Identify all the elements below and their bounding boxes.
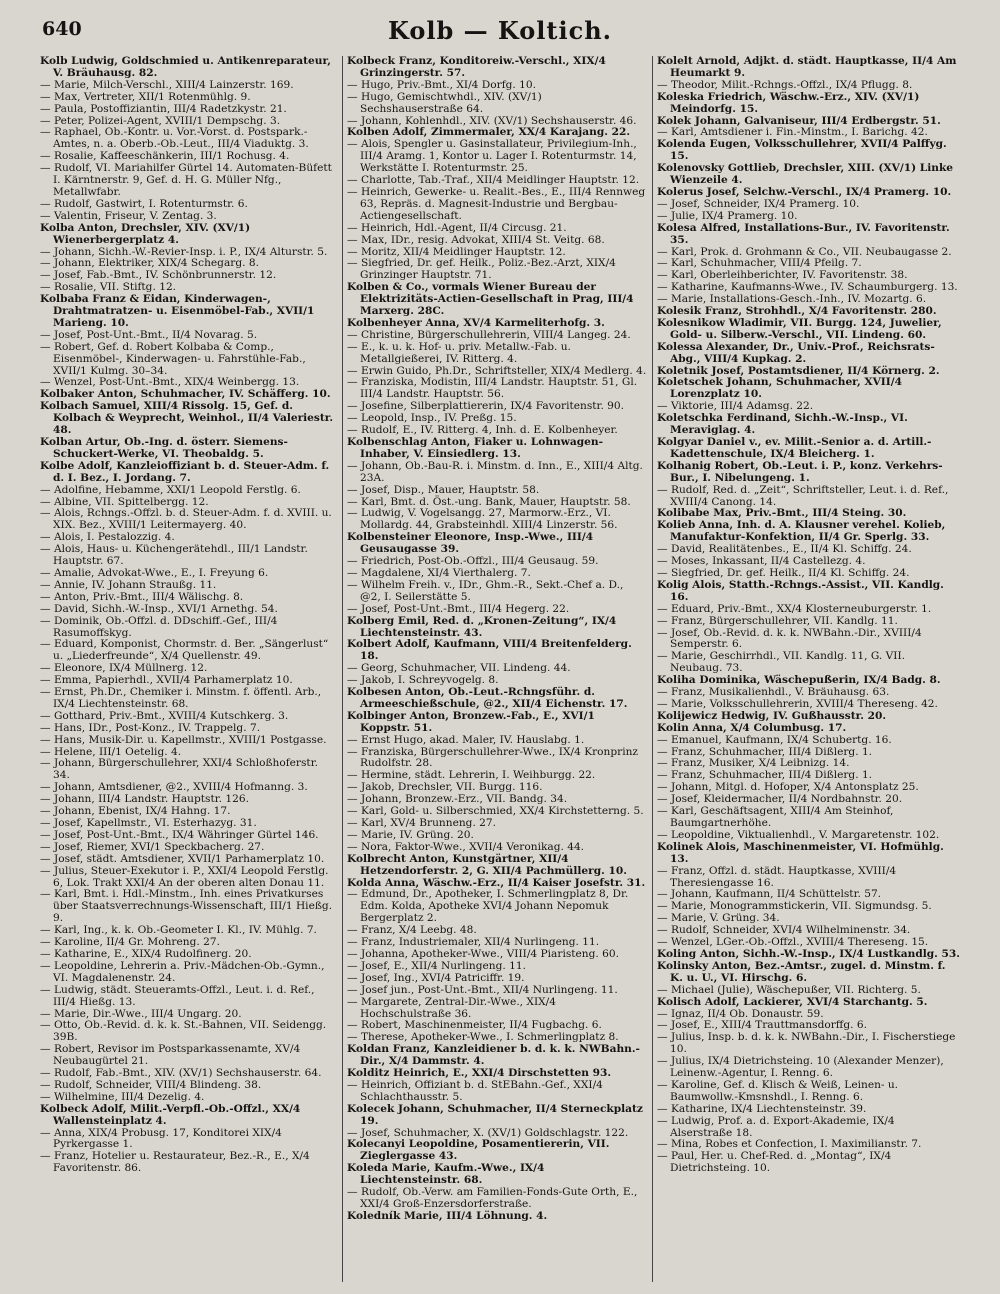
directory-entry: — Nora, Faktor-Wwe., XVII/4 Veronikag. 44. xyxy=(347,840,585,853)
directory-entry-surname: Kolisch Adolf, Lackierer, XVI/4 Starchantg. 5. xyxy=(657,995,928,1008)
directory-entry: — Josef, Post-Unt.-Bmt., III/4 Hegerg. 22. xyxy=(347,602,570,615)
directory-entry-surname: Kolhanig Robert, Ob.-Leut. i. P., konz. Verkehrs-Bur., I. Nibelungeng. 1. xyxy=(657,459,943,484)
directory-entry: — Ludwig, städt. Steueramts-Offzl., Leut. i. d. Ref., III/4 Hießg. 13. xyxy=(40,983,315,1008)
directory-entry: — Albine, VII. Spittelbergg. 12. xyxy=(40,495,209,508)
directory-entry: — Johann, Elektriker, XIX/4 Schegarg. 8. xyxy=(40,257,259,270)
directory-entry: — Alois, Rchngs.-Offzl. b. d. Steuer-Adm. f. d. XVIII. u. XIX. Bez., XVIII/1 Leitermayerg. 40. xyxy=(40,507,332,532)
directory-entry: — Magdalene, XI/4 Vierthalerg. 7. xyxy=(347,566,531,579)
directory-entry-surname: Kolbe Adolf, Kanzleioffiziant b. d. Steuer-Adm. f. d. I. Bez., I. Jordang. 7. xyxy=(40,459,330,484)
directory-entry: — Heinrich, Offiziant b. d. StEBahn.-Gef., XXI/4 Schlachthausstr. 5. xyxy=(347,1078,603,1103)
directory-entry: — Johann, Bronzew.-Erz., VII. Bandg. 34. xyxy=(347,793,568,806)
directory-entry: — Rudolf, E., IV. Ritterg. 4, Inh. d. E. Kolbenheyer. xyxy=(347,424,618,437)
directory-entry: — Max, Vertreter, XII/1 Rotenmühlg. 9. xyxy=(40,90,251,103)
directory-entry: — Helene, III/1 Oetelig. 4. xyxy=(40,745,182,758)
directory-entry: — Rudolf, Gastwirt, I. Rotenturmstr. 6. xyxy=(40,197,248,210)
directory-entry: — Friedrich, Post-Ob.-Offzl., III/4 Geusaug. 59. xyxy=(347,555,599,568)
directory-entry: — Margarete, Zentral-Dir.-Wwe., XIX/4 Hochschulstraße 36. xyxy=(347,995,556,1020)
directory-entry: — Leopoldine, Lehrerin a. Priv.-Mädchen-Ob.-Gymn., VI. Magdalenenstr. 24. xyxy=(40,959,325,984)
directory-entry: — Karl, Bmt. d. Öst.-ung. Bank, Mauer, Hauptstr. 58. xyxy=(347,495,631,508)
directory-entry: — Rudolf, Schneider, XVI/4 Wilhelminenstr. 34. xyxy=(657,924,911,937)
directory-entry: — Josef, E., XIII/4 Trauttmansdorffg. 6. xyxy=(657,1019,867,1032)
directory-entry: — Julius, Steuer-Exekutor i. P., XXI/4 Leopold Ferstlg. 6, Lok. Trakt XXI/4 An der oberen alten Donau 11. xyxy=(40,864,329,889)
directory-entry: — Siegfried, Dr. gef. Heilk., Poliz.-Bez.-Arzt, XIX/4 Grinzinger Hauptstr. 71. xyxy=(347,257,616,282)
directory-entry-surname: Kolijewicz Hedwig, IV. Gußhausstr. 20. xyxy=(657,709,887,722)
directory-entry-surname: Kolek Johann, Galvaniseur, III/4 Erdbergstr. 51. xyxy=(657,114,941,127)
directory-entry: — Amalie, Advokat-Wwe., E., I. Freyung 6. xyxy=(40,566,269,579)
directory-entry: — Franz, Musikalienhdl., V. Bräuhausg. 63. xyxy=(657,686,890,699)
directory-entry: — Robert, Gef. d. Robert Kolbaba & Comp., Eisenmöbel-, Kinderwagen- u. Fahrstühle-Fab., XVII/1 Kulmg. 30–34. xyxy=(40,340,306,377)
directory-entry-surname: Kolinek Alois, Maschinenmeister, VI. Hofmühlg. 13. xyxy=(657,840,944,865)
directory-entry-surname: Kolieb Anna, Inh. d. A. Klausner verehel. Kolieb, Manufaktur-Konfektion, II/4 Gr. Sperlg. 33. xyxy=(657,519,946,544)
directory-entry: — Karoline, Gef. d. Klisch & Weiß, Leinen- u. Baumwollw.-Kmsnshdl., I. Renng. 6. xyxy=(657,1078,899,1103)
directory-entry: — Johann, Ebenist, IX/4 Hahng. 17. xyxy=(40,805,231,818)
directory-entry: — Karl, XV/4 Brunneng. 27. xyxy=(347,817,497,829)
column-1 xyxy=(40,56,338,1282)
directory-entry-surname: Kolig Alois, Statth.-Rchngs.-Assist., VII. Kandlg. 16. xyxy=(657,578,944,603)
directory-entry-surname: Koletnik Josef, Postamtsdiener, II/4 Körnerg. 2. xyxy=(657,364,940,377)
directory-entry: — Katharine, Kaufmanns-Wwe., IV. Schaumburgerg. 13. xyxy=(657,281,958,294)
directory-entry: — Paul, Her. u. Chef-Red. d. „Montag“, IX/4 Dietrichsteing. 10. xyxy=(657,1150,892,1175)
directory-entry: — Johann, Bürgerschullehrer, XXI/4 Schloßhoferstr. 34. xyxy=(40,757,318,782)
directory-entry: — Wilhelm Freih. v., IDr., Ghm.-R., Sekt.-Chef a. D., @2, I. Seilerstätte 5. xyxy=(347,578,624,603)
directory-entry: — Viktorie, III/4 Adamsg. 22. xyxy=(657,400,814,413)
directory-entry: — Franz, X/4 Leebg. 48. xyxy=(347,924,477,937)
directory-entry-surname: Kolesnikow Wladimir, VII. Burgg. 124, Juwelier, Gold- u. Silberw.-Verschl., VII. Lindeng. 60. xyxy=(657,316,942,341)
running-headline: Kolb — Koltich. xyxy=(387,16,613,45)
directory-entry: — Robert, Maschinenmeister, II/4 Fugbachg. 6. xyxy=(347,1019,602,1032)
directory-entry: — Johann, Ob.-Bau-R. i. Minstm. d. Inn., E., XIII/4 Altg. 23A. xyxy=(347,459,643,484)
directory-entry: — Hermine, städt. Lehrerin, I. Weihburgg. 22. xyxy=(347,769,596,782)
directory-entry-surname: Kolecek Johann, Schuhmacher, II/4 Sterneckplatz 19. xyxy=(347,1102,643,1127)
directory-entry: — Franz, Industriemaler, XII/4 Nurlingeng. 11. xyxy=(347,936,600,949)
directory-entry: — Ernst Hugo, akad. Maler, IV. Hauslabg. 1. xyxy=(347,733,585,746)
directory-entry: — Katharine, E., XIX/4 Rudolfinerg. 20. xyxy=(40,947,252,960)
directory-entry: — E., k. u. k. Hof- u. priv. Metallw.-Fab. u. Metallgießerei, IV. Ritterg. 4. xyxy=(347,340,571,365)
directory-entry: — Julius, IX/4 Dietrichsteing. 10 (Alexander Menzer), Leinenw.-Agentur, I. Renng. 6. xyxy=(657,1055,944,1080)
directory-entry: — Peter, Polizei-Agent, XVIII/1 Dempschg. 3. xyxy=(40,114,281,127)
directory-entry: — Wenzel, LGer.-Ob.-Offzl., XVIII/4 Thereseng. 15. xyxy=(657,936,929,949)
directory-entry: — David, Realitätenbes., E., II/4 Kl. Schiffg. 24. xyxy=(657,543,912,556)
directory-entry: — Hans, Musik-Dir. u. Kapellmstr., XVIII/1 Postgasse. xyxy=(40,733,327,746)
directory-entry: — Karl, Gold- u. Silberschmied, XX/4 Kirchstetterng. 5. xyxy=(347,805,644,818)
directory-entry: — Rudolf, Schneider, VIII/4 Blindeng. 38. xyxy=(40,1078,262,1091)
directory-entry: — Franz, Offzl. d. städt. Hauptkasse, XVIII/4 Theresiengasse 16. xyxy=(657,864,897,889)
directory-entry: — Gotthard, Priv.-Bmt., XVIII/4 Kutschkerg. 3. xyxy=(40,709,289,722)
directory-entry: — Leopoldine, Viktualienhdl., V. Margaretenstr. 102. xyxy=(657,828,940,841)
column-divider xyxy=(342,56,343,1282)
directory-entry: — Josef, Disp., Mauer, Hauptstr. 58. xyxy=(347,483,540,496)
directory-entry-surname: Kolenda Eugen, Volksschullehrer, XVII/4 Palffyg. 15. xyxy=(657,138,947,163)
directory-entry-surname: Kolin Anna, X/4 Columbusg. 17. xyxy=(657,721,847,734)
directory-entry: — Emma, Papierhdl., XVII/4 Parhamerplatz 10. xyxy=(40,674,293,687)
directory-entry: — Franz, Hotelier u. Restaurateur, Bez.-R., E., X/4 Favoritenstr. 86. xyxy=(40,1150,310,1175)
directory-entry: — Adolfine, Hebamme, XXI/1 Leopold Ferstlg. 6. xyxy=(40,483,301,496)
directory-entry: — Charlotte, Tab.-Traf., XII/4 Meidlinger Hauptstr. 12. xyxy=(347,174,640,187)
directory-entry-surname: Kolbaker Anton, Schuhmacher, IV. Schäfferg. 10. xyxy=(40,388,331,401)
directory-entry: — Johann, Amtsdiener, @2., XVIII/4 Hofmanng. 3. xyxy=(40,781,308,794)
directory-entry: — Josef, Ing., XVI/4 Patriciffr. 19. xyxy=(347,971,525,984)
directory-entry: — Ludwig, V. Vogelsangg. 27, Marmorw.-Erz., VI. Mollardg. 44, Grabsteinhdl. XIII/4 Linzerstr. 56. xyxy=(347,507,618,532)
directory-entry: — Rudolf, Red. d. „Zeit“, Schriftsteller, Leut. i. d. Ref., XVIII/4 Canong. 14. xyxy=(657,483,949,508)
directory-entry-surname: Kolbaba Franz & Eidan, Kinderwagen-, Drahtmatratzen- u. Eisenmöbel-Fab., XVII/1 Marieng. 10. xyxy=(40,293,315,329)
directory-entry-surname: Koletschka Ferdinand, Sichh.-W.-Insp., VI. Meraviglag. 4. xyxy=(657,412,908,437)
directory-entry-surname: Kolberg Emil, Red. d. „Kronen-Zeitung“, IX/4 Liechtensteinstr. 43. xyxy=(347,614,617,639)
directory-entry: — Moritz, XII/4 Meidlinger Hauptstr. 12. xyxy=(347,245,566,258)
directory-entry: — Wenzel, Post-Unt.-Bmt., XIX/4 Weinbergg. 13. xyxy=(40,376,300,389)
directory-entry-surname: Kolban Artur, Ob.-Ing. d. österr. Siemens-Schuckert-Werke, VI. Theobaldg. 5. xyxy=(40,436,288,460)
directory-entry: — Dominik, Ob.-Offzl. d. DDschiff.-Gef., III/4 Rasumoffskyg. xyxy=(40,614,278,639)
directory-entry: — Marie, Geschirrhdl., VII. Kandlg. 11, G. VII. Neubaug. 73. xyxy=(657,650,906,675)
directory-entry: — Karl, Oberleihberichter, IV. Favoritenstr. 38. xyxy=(657,269,908,282)
directory-entry: — Christine, Bürgerschullehrerin, VIII/4 Langeg. 24. xyxy=(347,328,631,341)
directory-entry: — Alois, Haus- u. Küchengerätehdl., III/1 Landstr. Hauptstr. 67. xyxy=(40,543,308,568)
directory-entry: — Franz, Schuhmacher, III/4 Dißlerg. 1. xyxy=(657,745,873,758)
directory-entry: — Josef, städt. Amtsdiener, XVII/1 Parhamerplatz 10. xyxy=(40,852,325,865)
directory-entry: — Marie, IV. Grüng. 20. xyxy=(347,828,474,841)
directory-entry: — Johann, Mitgl. d. Hofoper, X/4 Antonsplatz 25. xyxy=(657,781,919,794)
directory-entry: — Robert, Revisor im Postsparkassenamte, XV/4 Neubaugürtel 21. xyxy=(40,1043,301,1068)
directory-entry: — Johann, III/4 Landstr. Hauptstr. 126. xyxy=(40,793,249,806)
directory-entry: — Julius, Insp. b. d. k. k. NWBahn.-Dir., I. Fischerstiege 10. xyxy=(657,1031,956,1056)
directory-entry: — Karl, Bmt. i. Hdl.-Minstm., Inh. eines Privatkurses über Staatsverrechnungs-Wissenschaft, III/1 Hießg. 9. xyxy=(40,888,333,925)
directory-entry: — Josef, Post-Unt.-Bmt., IX/4 Währinger Gürtel 146. xyxy=(40,828,319,841)
directory-entry: — Marie, Installations-Gesch.-Inh., IV. Mozartg. 6. xyxy=(657,293,927,306)
directory-entry-surname: Koldan Franz, Kanzleidiener b. d. k. k. NWBahn.-Dir., X/4 Dammstr. 4. xyxy=(347,1043,640,1068)
directory-entry-surname: Kolenovsky Gottlieb, Drechsler, XIII. (XV/1) Linke Wienzeile 4. xyxy=(657,162,954,187)
directory-entry: — Josef, Ob.-Revid. d. k. k. NWBahn.-Dir., XVIII/4 Semperstr. 6. xyxy=(657,626,922,651)
directory-entry: — Rosalie, VII. Stiftg. 12. xyxy=(40,281,177,294)
directory-entry-surname: Koliha Dominika, Wäschepußerin, IX/4 Badg. 8. xyxy=(657,674,941,687)
directory-entry: — Heinrich, Gewerke- u. Realit.-Bes., E., III/4 Rennweg 63, Repräs. d. Magnesit-Industrie und Bergbau-Actiengesellschaft. xyxy=(347,185,646,222)
directory-entry: — Johann, Sichh.-W.-Revier-Insp. i. P., IX/4 Alturstr. 5. xyxy=(40,245,328,258)
directory-entry: — David, Sichh.-W.-Insp., XVI/1 Arnethg. 54. xyxy=(40,602,278,615)
directory-entry: — Edmund, Dr., Apotheker, I. Schmerlingplatz 8, Dr. Edm. Kolda, Apotheke XVI/4 Johann Nepomuk Bergerplatz 2. xyxy=(347,888,629,925)
directory-entry-surname: Kolben Adolf, Zimmermaler, XX/4 Karajang. 22. xyxy=(347,126,631,139)
directory-entry: — Karoline, II/4 Gr. Mohreng. 27. xyxy=(40,936,220,949)
directory-entry-surname: Kolesik Franz, Strohhdl., X/4 Favoritenstr. 280. xyxy=(657,305,937,318)
directory-entry: — Valentin, Friseur, V. Zentag. 3. xyxy=(40,209,217,222)
directory-entry-surname: Kolbesen Anton, Ob.-Leut.-Rchngsführ. d. Armeeschießschule, @2., XII/4 Eichenstr. 17. xyxy=(347,686,628,710)
directory-entry: — Marie, V. Grüng. 34. xyxy=(657,912,780,925)
directory-entry-surname: Kolbeck Franz, Konditoreiw.-Verschl., XIX/4 Grinzingerstr. 57. xyxy=(347,56,606,79)
directory-entry-surname: Kolinsky Anton, Bez.-Amtsr., zugel. d. Minstm. f. K. u. U., VI. Hirschg. 6. xyxy=(657,959,946,984)
column-3 xyxy=(657,56,960,1282)
directory-entry: — Raphael, Ob.-Kontr. u. Vor.-Vorst. d. Postspark.-Amtes, n. a. Oberb.-Ob.-Leut., III/4 Viaduktg. 3. xyxy=(40,126,309,151)
directory-entry: — Johanna, Apotheker-Wwe., VIII/4 Piaristeng. 60. xyxy=(347,947,619,960)
directory-entry: — Julie, IX/4 Pramerg. 10. xyxy=(657,209,798,222)
directory-entry: — Ludwig, Prof. a. d. Export-Akademie, IX/4 Alserstraße 18. xyxy=(657,1114,895,1139)
directory-entry: — Hugo, Priv.-Bmt., XI/4 Dorfg. 10. xyxy=(347,78,536,91)
directory-entry: — Marie, Volksschullehrerin, XVIII/4 Thereseng. 42. xyxy=(657,697,938,710)
directory-entry: — Emanuel, Kaufmann, IX/4 Schubertg. 16. xyxy=(657,733,892,746)
directory-entry-surname: Koleska Friedrich, Wäschw.-Erz., XIV. (XV/1) Meindorfg. 15. xyxy=(657,90,920,115)
directory-entry: — Franz, Schuhmacher, III/4 Dißlerg. 1. xyxy=(657,769,873,782)
directory-entry-surname: Kolbrecht Anton, Kunstgärtner, XII/4 Hetzendorferstr. 2, G. XII/4 Pachmüllerg. 10. xyxy=(347,852,627,877)
directory-entry: — Karl, Ing., k. k. Ob.-Geometer I. Kl., IV. Mühlg. 7. xyxy=(40,924,317,937)
directory-entry: — Jakob, Drechsler, VII. Burgg. 116. xyxy=(347,781,543,794)
directory-entry: — Josefine, Silberplattiererin, IX/4 Favoritenstr. 90. xyxy=(347,400,625,413)
directory-entry: — Karl, Schuhmacher, VIII/4 Pfeilg. 7. xyxy=(657,257,862,270)
directory-entry: — Franz, Bürgerschullehrer, VII. Kandlg. 11. xyxy=(657,614,898,627)
directory-entry: — Ernst, Ph.Dr., Chemiker i. Minstm. f. öffentl. Arb., IX/4 Liechtensteinstr. 68. xyxy=(40,686,322,710)
directory-entry-surname: Koleda Marie, Kaufm.-Wwe., IX/4 Liechtensteinstr. 68. xyxy=(347,1162,545,1187)
directory-entry: — Mina, Robes et Confection, I. Maximilianstr. 7. xyxy=(657,1138,922,1151)
directory-entry: — Georg, Schuhmacher, VII. Lindeng. 44. xyxy=(347,662,571,675)
directory-entry-surname: Kolessa Alexander, Dr., Univ.-Prof., Reichsrats-Abg., VIII/4 Kupkag. 2. xyxy=(657,340,935,365)
directory-entry-surname: Koling Anton, Sichh.-W.-Insp., IX/4 Lustkandlg. 53. xyxy=(657,947,960,960)
directory-entry: — Rudolf, Fab.-Bmt., XIV. (XV/1) Sechshauserstr. 64. xyxy=(40,1067,322,1080)
directory-entry: — Erwin Guido, Ph.Dr., Schriftsteller, XIX/4 Medlerg. 4. xyxy=(347,364,647,377)
directory-entry: — Marie, Milch-Verschl., XIII/4 Lainzerstr. 169. xyxy=(40,78,294,91)
directory-entry-surname: Kolecanyi Leopoldine, Posamentiererin, VII. Zieglergasse 43. xyxy=(347,1138,610,1163)
directory-entry: — Michael (Julie), Wäschepußer, VII. Richterg. 5. xyxy=(657,983,921,996)
directory-entry: — Hugo, Gemischtwhdl., XIV. (XV/1) Sechshauserstraße 64. xyxy=(347,90,542,115)
directory-entry-surname: Kolbert Adolf, Kaufmann, VIII/4 Breitenfelderg. 18. xyxy=(347,638,632,663)
directory-entry-surname: Kolbensteiner Eleonore, Insp.-Wwe., III/4 Geusaugasse 39. xyxy=(347,531,594,556)
directory-entry: — Rudolf, VI. Mariahilfer Gürtel 14. Automaten-Büfett I. Kärntnerstr. 9, Gef. d. H. G. Müller Nfg., Metallwfabr. xyxy=(40,162,332,198)
directory-entry: — Theodor, Milit.-Rchngs.-Offzl., IX/4 Pflugg. 8. xyxy=(657,78,913,91)
directory-entry: — Franziska, Bürgerschullehrer-Wwe., IX/4 Kronprinz Rudolfstr. 28. xyxy=(347,745,639,770)
directory-entry: — Josef, Post-Unt.-Bmt., II/4 Novarag. 5. xyxy=(40,328,258,341)
directory-entry: — Leopold, Insp., IV. Preßg. 15. xyxy=(347,412,517,425)
directory-entry: — Josef, Schuhmacher, X. (XV/1) Goldschlagstr. 122. xyxy=(347,1126,629,1139)
directory-entry-surname: Kolditz Heinrich, E., XXI/4 Dirschstetten 93. xyxy=(347,1067,612,1080)
directory-entry-surname: Kolbeck Adolf, Milit.-Verpfl.-Ob.-Offzl., XX/4 Wallensteinplatz 4. xyxy=(40,1102,301,1127)
directory-entry: — Josef jun., Post-Unt.-Bmt., XII/4 Nurlingeng. 11. xyxy=(347,983,618,996)
directory-entry: — Johann, Kohlenhdl., XIV. (XV/1) Sechshauserstr. 46. xyxy=(347,114,637,127)
directory-entry: — Josef, Fab.-Bmt., IV. Schönbrunnerstr. 12. xyxy=(40,269,277,282)
directory-entry: — Rudolf, Ob.-Verw. am Familien-Fonds-Gute Orth, E., XXI/4 Groß-Enzersdorferstraße. xyxy=(347,1186,638,1210)
directory-entry: — Ignaz, II/4 Ob. Donaustr. 59. xyxy=(657,1007,824,1020)
directory-entry: — Eleonore, IX/4 Müllnerg. 12. xyxy=(40,662,208,675)
directory-entry: — Annie, IV. Johann Straußg. 11. xyxy=(40,578,217,591)
directory-entry: — Josef, Kleidermacher, II/4 Nordbahnstr. 20. xyxy=(657,793,903,806)
directory-entry: — Rosalie, Kaffeeschänkerin, III/1 Rochusg. 4. xyxy=(40,150,290,163)
directory-entry: — Karl, Geschäftsagent, XIII/4 Am Steinhof, Baumgartnerhöhe. xyxy=(657,805,894,829)
directory-entry-surname: Kolben & Co., vormals Wiener Bureau der Elektrizitäts-Actien-Gesellschaft in Prag, III/4 Marxerg. 28C. xyxy=(347,281,634,318)
directory-entry: — Karl, Prok. d. Grohmann & Co., VII. Neubaugasse 2. xyxy=(657,245,952,258)
directory-entry-surname: Kolbenheyer Anna, XV/4 Karmeliterhofg. 3. xyxy=(347,316,605,329)
directory-entry: — Franziska, Modistin, III/4 Landstr. Hauptstr. 51, Gl. III/4 Landstr. Hauptstr. 56. xyxy=(347,376,638,401)
directory-entry: — Otto, Ob.-Revid. d. k. k. St.-Bahnen, VII. Seidengg. 39B. xyxy=(40,1019,327,1044)
directory-entry: — Josef, Schneider, IX/4 Pramerg. 10. xyxy=(657,197,860,210)
directory-entry: — Max, IDr., resig. Advokat, XIII/4 St. Veitg. 68. xyxy=(347,233,605,246)
directory-entry: — Eduard, Komponist, Chormstr. d. Ber. „Sängerlust“ u. „Liederfreunde“, X/4 Quellenstr. 49. xyxy=(40,638,329,663)
directory-entry: — Josef, Riemer, XVI/1 Speckbacherg. 27. xyxy=(40,840,265,853)
directory-entry-surname: Kolgyar Daniel v., ev. Milit.-Senior a. d. Artill.-Kadettenschule, IX/4 Bleicherg. 1. xyxy=(657,436,932,460)
directory-entry: — Heinrich, Hdl.-Agent, II/4 Circusg. 21. xyxy=(347,221,567,234)
directory-entry-surname: Kolda Anna, Wäschw.-Erz., II/4 Kaiser Josefstr. 31. xyxy=(347,876,646,889)
directory-entry: — Moses, Inkassant, II/4 Castellezg. 4. xyxy=(657,555,866,568)
column-2 xyxy=(347,56,647,1282)
directory-entry: — Anton, Priv.-Bmt., III/4 Wälischg. 8. xyxy=(40,590,244,603)
directory-entry-surname: Koletschek Johann, Schuhmacher, XVII/4 Lorenzplatz 10. xyxy=(657,376,902,401)
directory-entry-surname: Kolb Ludwig, Goldschmied u. Antikenreparateur, V. Bräuhausg. 82. xyxy=(40,56,331,79)
directory-entry: — Anna, XIX/4 Probusg. 17, Konditorei XIX/4 Pyrkergasse 1. xyxy=(40,1126,282,1151)
directory-entry-surname: Kolesa Alfred, Installations-Bur., IV. Favoritenstr. 35. xyxy=(657,221,950,246)
directory-entry-surname: Kolibabe Max, Priv.-Bmt., III/4 Steing. 30. xyxy=(657,507,907,520)
directory-entry: — Eduard, Priv.-Bmt., XX/4 Klosterneuburgerstr. 1. xyxy=(657,602,932,615)
directory-entry-surname: Koledník Marie, III/4 Löhnung. 4. xyxy=(347,1209,548,1222)
directory-entry: — Marie, Dir.-Wwe., III/4 Ungarg. 20. xyxy=(40,1007,242,1020)
directory-entry-surname: Kolbinger Anton, Bronzew.-Fab., E., XVI/1 Koppstr. 51. xyxy=(347,709,595,734)
directory-entry: — Johann, Kaufmann, II/4 Schüttelstr. 57. xyxy=(657,888,882,901)
directory-entry-surname: Kolerus Josef, Selchw.-Verschl., IX/4 Pramerg. 10. xyxy=(657,185,952,198)
directory-entry: — Josef, Kapellmstr., VI. Esterhazyg. 31. xyxy=(40,817,257,829)
directory-entry: — Paula, Postoffiziantin, III/4 Radetzkystr. 21. xyxy=(40,102,287,115)
directory-entry: — Marie, Monogrammstickerin, VII. Sigmundsg. 5. xyxy=(657,900,932,913)
directory-entry-surname: Kolba Anton, Drechsler, XIV. (XV/1) Wienerbergerplatz 4. xyxy=(40,221,251,246)
directory-entry: — Therese, Apotheker-Wwe., I. Schmerlingplatz 8. xyxy=(347,1031,619,1044)
directory-entry: — Wilhelmine, III/4 Dezelig. 4. xyxy=(40,1090,205,1103)
directory-entry: — Alois, I. Pestalozzig. 4. xyxy=(40,531,175,544)
directory-entry-surname: Kolbach Samuel, XIII/4 Rissolg. 15, Gef. d. Kolbach & Weyprecht, Weinhol., II/4 Valeriestr. 48. xyxy=(40,400,334,437)
directory-entry: — Hans, IDr., Post-Konz., IV. Trappelg. 7. xyxy=(40,721,261,734)
page-number: 640 xyxy=(42,18,82,40)
directory-entry: — Alois, Spengler u. Gasinstallateur, Privilegium-Inh., III/4 Aramg. 1, Kontor u. Lager I. Rotenturmstr. 14, Werkstätte I. Rotenturmstr. 25. xyxy=(347,138,637,175)
directory-entry: — Jakob, I. Schreyvogelg. 8. xyxy=(347,674,499,687)
directory-entry: — Katharine, IX/4 Liechtensteinstr. 39. xyxy=(657,1102,867,1115)
directory-entry: — Franz, Musiker, X/4 Leibnizg. 14. xyxy=(657,757,850,770)
directory-entry: — Josef, E., XII/4 Nurlingeng. 11. xyxy=(347,959,526,972)
directory-entry: — Karl, Amtsdiener i. Fin.-Minstm., I. Barichg. 42. xyxy=(657,126,928,139)
directory-entry-surname: Kolelt Arnold, Adjkt. d. städt. Hauptkasse, II/4 Am Heumarkt 9. xyxy=(657,56,957,79)
directory-entry: — Siegfried, Dr. gef. Heilk., II/4 Kl. Schiffg. 24. xyxy=(657,566,910,579)
column-divider xyxy=(652,56,653,1282)
directory-entry-surname: Kolbenschlag Anton, Fiaker u. Lohnwagen-Inhaber, V. Einsiedlerg. 13. xyxy=(347,436,603,460)
